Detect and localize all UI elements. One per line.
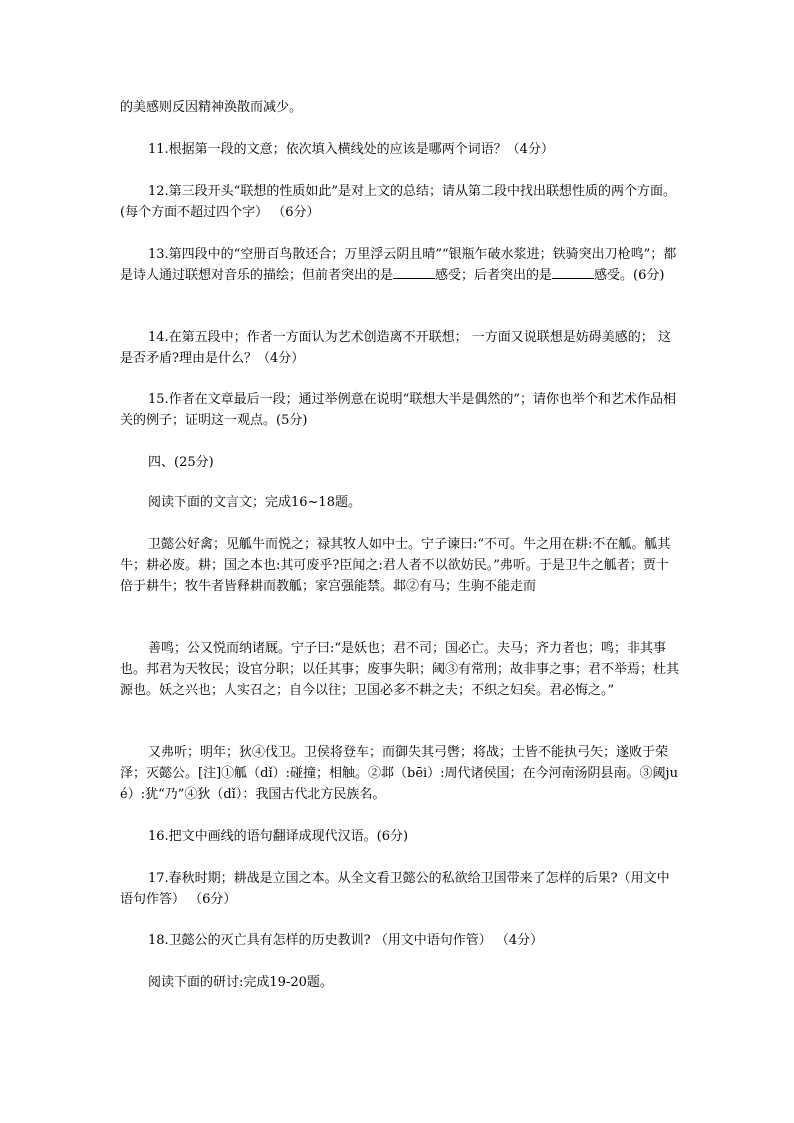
question-15: 15.作者在文章最后一段；通过举例意在说明“联想大半是偶然的”；请你也举个和艺术作品相关的例子；证明这一观点。(5分) — [120, 392, 676, 428]
paragraph-continuation: 的美感则反因精神涣散而减少。 — [120, 100, 303, 115]
question-17: 17.春秋时期；耕战是立国之本。从全文看卫懿公的私欲给卫国带来了怎样的后果?（用文中语句作答） （6分） — [120, 871, 670, 907]
question-18: 18.卫懿公的灭亡具有怎样的历史教训? （用文中语句作管） （4分） — [148, 933, 544, 948]
classical-text-paragraph-3: 又弗听；明年；狄④伐卫。卫侯将登车；而御失其弓辔；将战；士皆不能执弓矢；遂败于荣泽；灭懿公。[注]①觚（dǐ）:碰撞；相触。②邶（bēi）:周代诸侯国；在今河南汤阴县南。③阈jué）:犹“乃”④狄（dǐ）：我国古代北方民族名。 — [120, 745, 678, 802]
answer-blank-1[interactable] — [393, 265, 435, 279]
question-11: 11.根据第一段的文意；依次填入横线处的应该是哪两个词语？（4分） — [148, 142, 554, 157]
question-13-text-b: 感受；后者突出的是 — [435, 268, 553, 283]
instruction-19-20: 阅读下面的研讨:完成19-20题。 — [148, 975, 333, 990]
instruction-16-18: 阅读下面的文言文；完成16~18题。 — [148, 495, 361, 510]
classical-text-paragraph-2: 善鸣；公又悦而纳诸厩。宁子曰:“是妖也；君不司；国必亡。夫马；齐力者也；鸣；非其事也。邦君为天牧民；设官分职；以任其事；废事失职；阈③有常刑；故非事之事；君不举焉；杜其源也。妖之兴也；人实召之；自今以往；卫国必多不耕之夫；不织之妇矣。君必悔之。” — [120, 641, 680, 698]
answer-blank-2[interactable] — [552, 265, 594, 279]
question-16: 16.把文中画线的语句翻译成现代汉语。(6分) — [148, 829, 409, 844]
question-13-text-c: 感受。(6分) — [594, 268, 665, 283]
question-12: 12.第三段开头“联想的性质如此”是对上文的总结；请从第二段中找出联想性质的两个方面。(每个方面不超过四个字） （6分） — [120, 184, 676, 220]
question-13-text-a: 13.第四段中的“空册百鸟散还合；万里浮云阴且晴”“银瓶乍破水浆进；铁骑突出刀枪鸣”；都是诗人通过联想对音乐的描绘；但前者突出的是 — [120, 247, 677, 283]
classical-text-paragraph-1: 卫懿公好禽；见觚牛而悦之；禄其牧人如中士。宁子谏曰:“不可。牛之用在耕:不在觚。觚其牛；耕必废。耕；国之本也:其可废乎?臣闻之:君人者不以欲妨民。”弗听。于是卫牛之觚者；贾十倍于耕牛；牧牛者皆释耕而教觚；家宫强能禁。邶②有马；生驹不能走而 — [120, 537, 671, 594]
question-13 — [120, 244, 680, 286]
question-14: 14.在第五段中；作者一方面认为艺术创造离不开联想； 一方面又说联想是妨碍美感的； 这是否矛盾?理由是什么？（4分） — [120, 330, 671, 366]
section-four-heading: 四、(25分) — [148, 455, 214, 470]
